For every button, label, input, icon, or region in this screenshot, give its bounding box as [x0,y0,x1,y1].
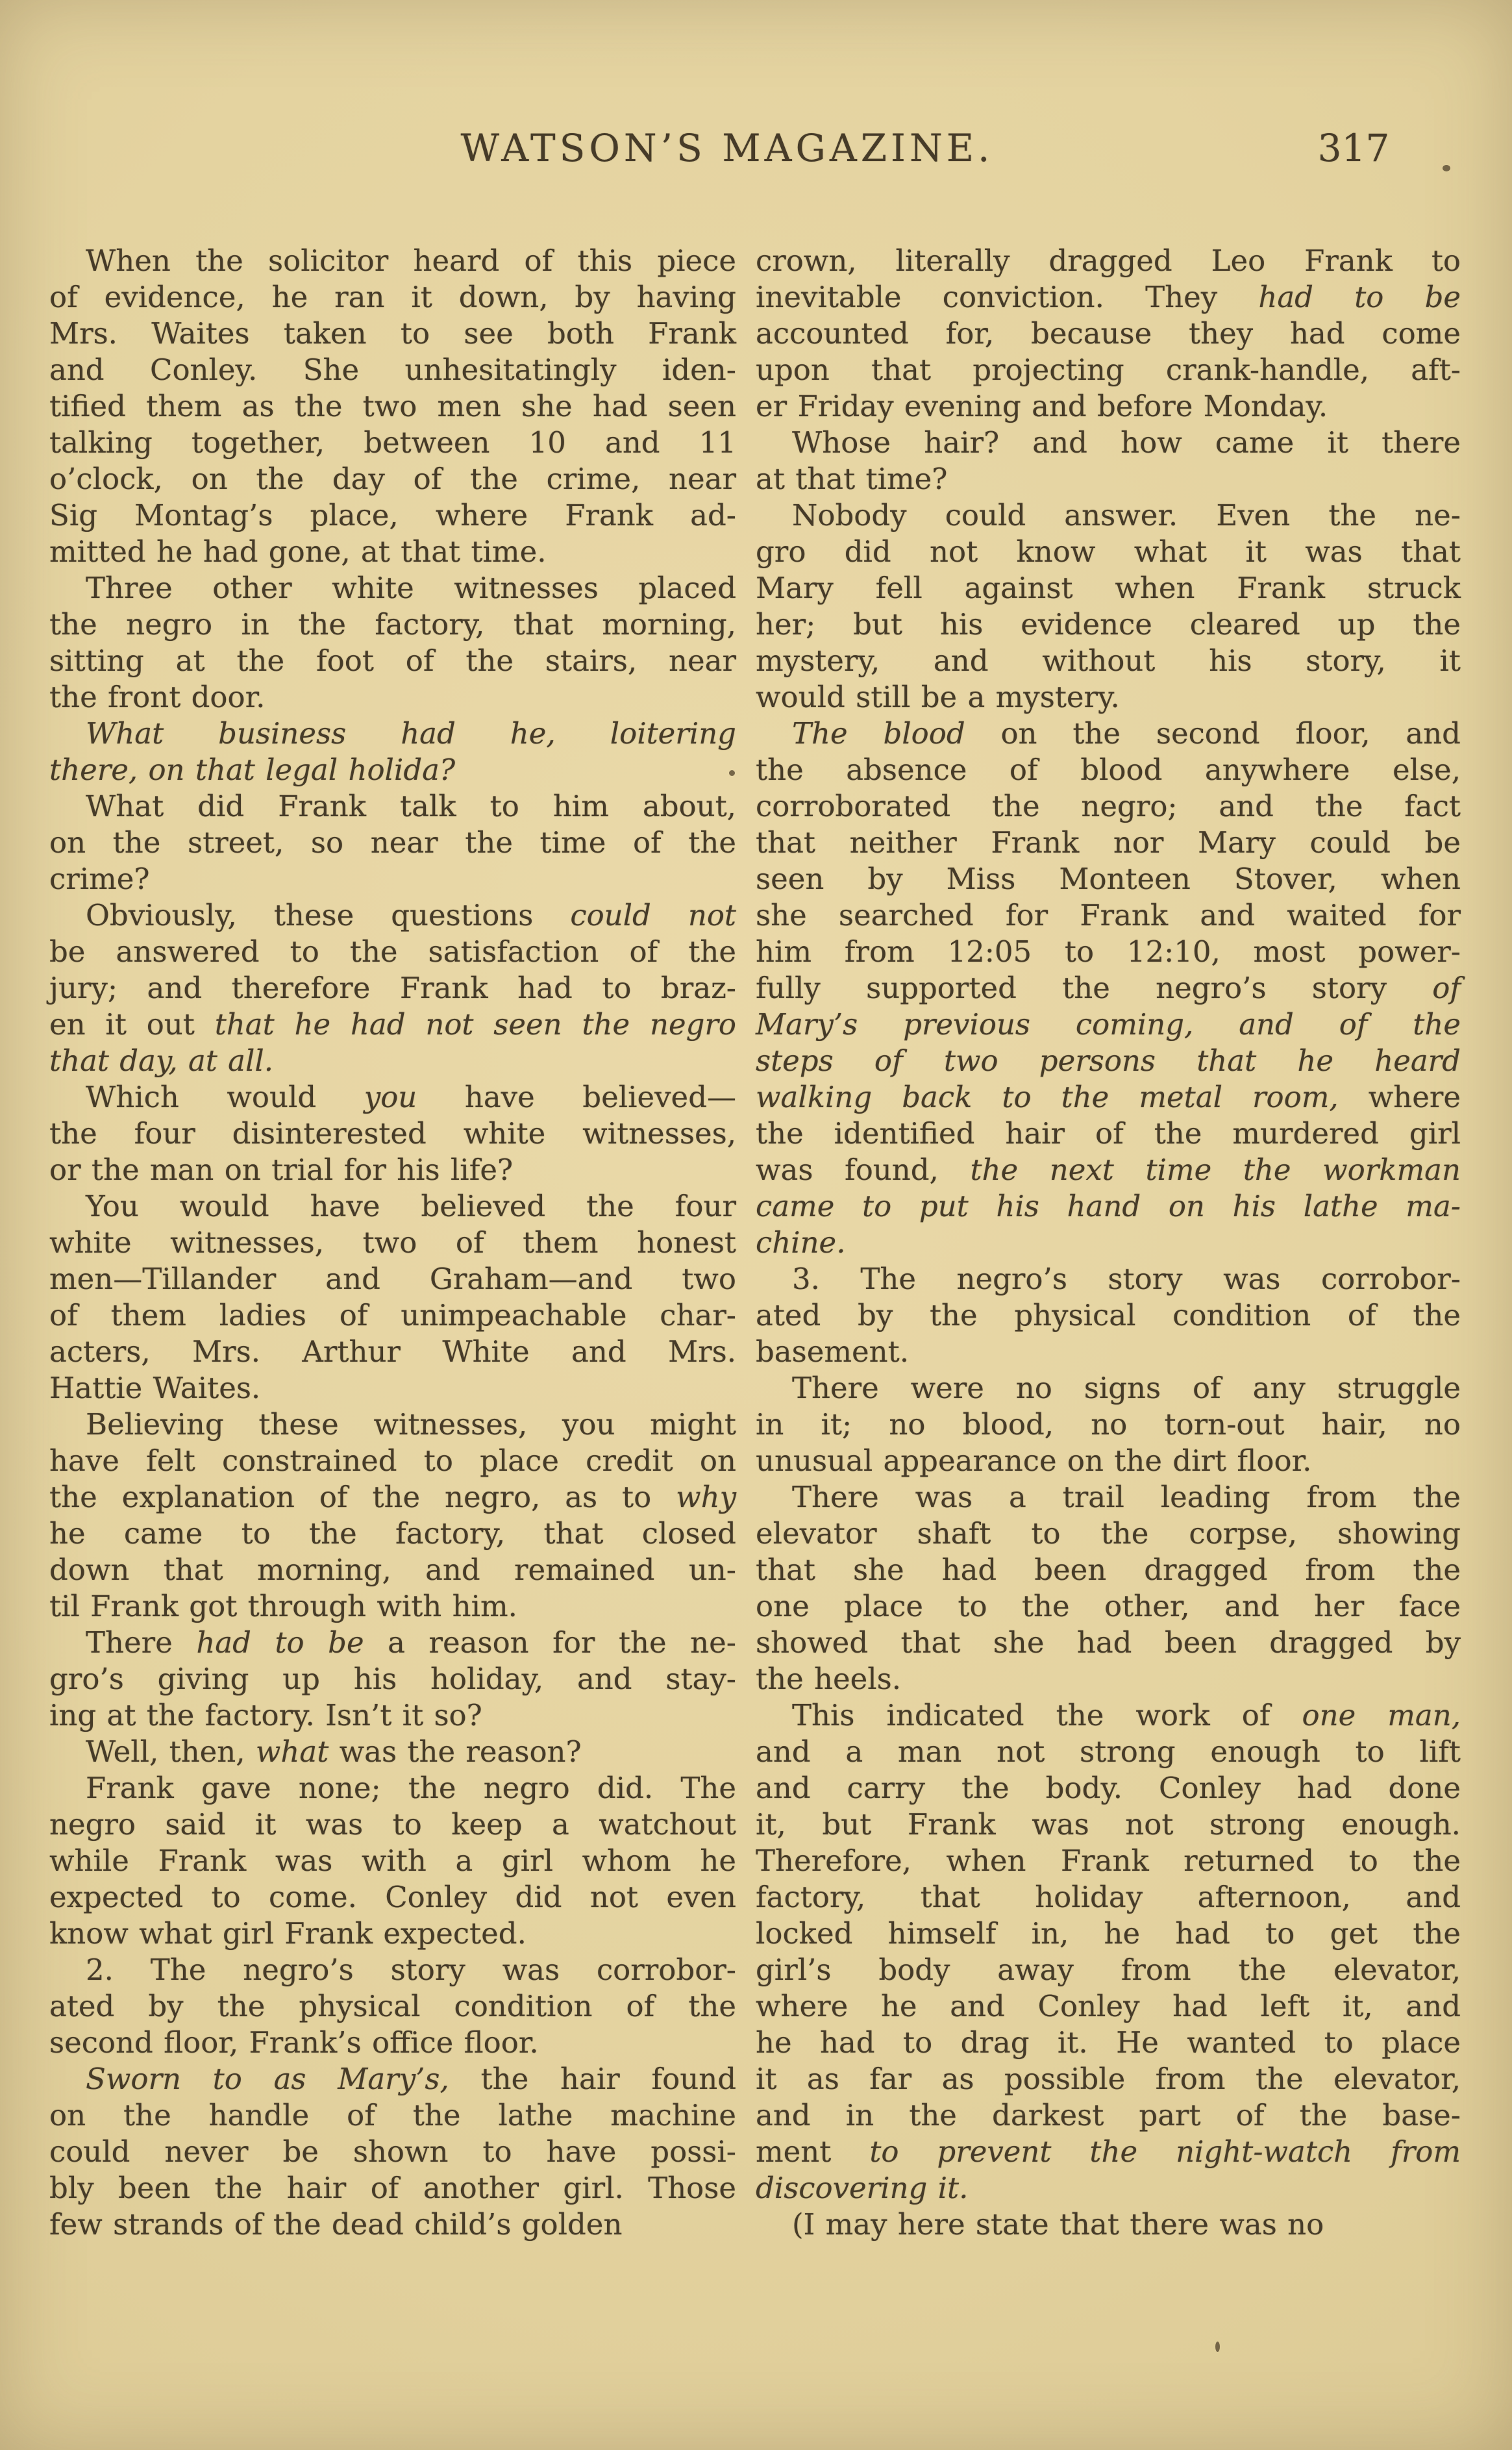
text-line: him from 12:05 to 12:10, most power- [756,934,1461,969]
text-line: er Friday evening and before Monday. [756,389,1328,423]
text-line: in it; no blood, no torn-out hair, no [756,1407,1461,1442]
text-line: The blood on the second floor, and [792,716,1461,751]
paragraph [49,243,736,570]
text-line: talking together, between 10 and 11 [49,425,736,460]
text-line: tified them as the two men she had seen [49,389,736,423]
text-line: on the handle of the lathe machine [49,2098,736,2132]
text-line: few strands of the dead child’s golden [49,2207,623,2242]
text-line: one place to the other, and her face [756,1589,1461,1623]
text-line: mystery, and without his story, it [756,644,1461,678]
paragraph [49,1406,736,1625]
text-line: men—Tillander and Graham—and two [49,1262,736,1296]
text-line: showed that she had been dragged by [756,1625,1461,1660]
text-line: there, on that legal holida? [49,753,456,787]
text-line: inevitable conviction. They had to be [756,280,1461,314]
text-line: Nobody could answer. Even the ne- [792,498,1461,532]
text-line: There had to be a reason for the ne- [86,1625,737,1660]
text-line: Well, then, what was the reason? [86,1734,582,1769]
paragraph [49,788,736,897]
text-line: fully supported the negro’s story of [756,971,1461,1005]
text-line: This indicated the work of one man, [792,1698,1461,1732]
text-line: Believing these witnesses, you might [86,1407,736,1442]
text-line: came to put his hand on his lathe ma- [756,1189,1461,1223]
text-line: and Conley. She unhesitatingly iden- [49,353,736,387]
text-line: Sworn to as Mary’s, the hair found [86,2062,737,2096]
text-line: and a man not strong enough to lift [756,1734,1461,1769]
text-line: or the man on trial for his life? [49,1153,514,1187]
paragraph [49,2061,736,2243]
text-line: the heels. [756,1662,902,1696]
text-line: the explanation of the negro, as to why [49,1480,736,1514]
text-line: unusual appearance on the dirt floor. [756,1444,1312,1478]
text-line: locked himself in, he had to get the [756,1916,1461,1951]
text-line: upon that projecting crank-handle, aft- [756,353,1461,387]
text-line: it, but Frank was not strong enough. [756,1807,1461,1842]
text-line: crown, literally dragged Leo Frank to [756,244,1461,278]
text-line: sitting at the foot of the stairs, near [49,644,736,678]
paragraph [49,897,736,1079]
text-line: of evidence, he ran it down, by having [49,280,736,314]
text-line: Hattie Waites. [49,1371,261,1405]
text-line: down that morning, and remained un- [49,1553,736,1587]
text-line: of them ladies of unimpeachable char- [49,1298,736,1332]
text-line: mitted he had gone, at that time. [49,534,547,569]
text-line: seen by Miss Monteen Stover, when [756,862,1461,896]
text-line: factory, that holiday afternoon, and [756,1880,1461,1914]
text-line: There was a trail leading from the [792,1480,1461,1514]
text-line: Obviously, these questions could not [86,898,736,932]
text-line: where he and Conley had left it, and [756,1989,1461,2023]
text-line: girl’s body away from the elevator, [756,1953,1461,1987]
text-line: accounted for, because they had come [756,316,1461,351]
text-line: be answered to the satisfaction of the [49,934,736,969]
text-line: the front door. [49,680,266,714]
text-line: o’clock, on the day of the crime, near [49,462,736,496]
text-line: and carry the body. Conley had done [756,1771,1461,1805]
magazine-title: WATSON’S MAGAZINE. [460,126,994,170]
text-line: steps of two persons that he heard [756,1044,1461,1078]
text-line: (I may here state that there was no [792,2207,1324,2242]
paragraph [49,1188,736,1406]
text-line: white witnesses, two of them honest [49,1225,736,1260]
text-line: elevator shaft to the corpse, showing [756,1516,1461,1551]
text-line: it as far as possible from the elevator, [756,2062,1461,2096]
right-column [756,243,1461,2243]
text-line: on the street, so near the time of the [49,825,736,860]
paragraph [49,1079,736,1188]
text-line: while Frank was with a girl whom he [49,1844,736,1878]
ink-speck [729,770,735,776]
left-column [49,243,736,2243]
text-line: basement. [756,1334,910,1369]
text-line: would still be a mystery. [756,680,1120,714]
text-line: What did Frank talk to him about, [86,789,736,823]
text-line: corroborated the negro; and the fact [756,789,1461,823]
text-line: the absence of blood anywhere else, [756,753,1461,787]
text-line: and in the darkest part of the base- [756,2098,1461,2132]
text-line: 2. The negro’s story was corrobor- [86,1953,736,1987]
text-line: have felt constrained to place credit on [49,1444,736,1478]
paragraph [49,716,736,788]
ink-speck [1215,2342,1220,2352]
text-line: was found, the next time the workman [756,1153,1461,1187]
text-line: could never be shown to have possi- [49,2134,736,2169]
text-line: the negro in the factory, that morning, [49,607,736,642]
paragraph [756,243,1461,425]
text-line: at that time? [756,462,948,496]
page-number: 317 [1317,126,1390,170]
paragraph [49,1770,736,1952]
paragraph [49,570,736,716]
text-line: bly been the hair of another girl. Those [49,2171,736,2205]
text-line: Mary’s previous coming, and of the [756,1007,1461,1042]
paragraph [756,1697,1461,2206]
text-line: acters, Mrs. Arthur White and Mrs. [49,1334,736,1369]
text-line: negro said it was to keep a watchout [49,1807,736,1842]
text-line: Mary fell against when Frank struck [756,571,1461,605]
text-line: Sig Montag’s place, where Frank ad- [49,498,736,532]
text-line: gro did not know what it was that [756,534,1461,569]
text-line: ated by the physical condition of the [49,1989,736,2023]
text-line: en it out that he had not seen the negro [49,1007,736,1042]
text-line: Therefore, when Frank returned to the [756,1844,1461,1878]
text-line: What business had he, loitering [86,716,736,751]
text-line: Three other white witnesses placed [86,571,736,605]
text-line: You would have believed the four [86,1189,736,1223]
text-line: ment to prevent the night-watch from [756,2134,1461,2169]
paragraph [756,1261,1461,1370]
text-line: her; but his evidence cleared up the [756,607,1461,642]
text-line: that day, at all. [49,1044,274,1078]
paragraph [756,1370,1461,1479]
text-line: Frank gave none; the negro did. The [86,1771,736,1805]
paragraph [49,1952,736,2061]
text-line: Whose hair? and how came it there [792,425,1461,460]
paragraph [49,1625,736,1734]
paragraph [756,425,1461,497]
text-line: walking back to the metal room, where [756,1080,1461,1114]
text-line: ated by the physical condition of the [756,1298,1461,1332]
text-line: Mrs. Waites taken to see both Frank [49,316,736,351]
text-line: chine. [756,1225,846,1260]
text-line: know what girl Frank expected. [49,1916,527,1951]
paragraph [756,716,1461,1261]
text-line: jury; and therefore Frank had to braz- [49,971,736,1005]
text-line: 3. The negro’s story was corrobor- [792,1262,1461,1296]
text-line: he came to the factory, that closed [49,1516,736,1551]
text-line: ing at the factory. Isn’t it so? [49,1698,482,1732]
paragraph [756,2206,1461,2243]
text-line: the four disinterested white witnesses, [49,1116,736,1151]
running-head [0,127,1512,173]
text-line: When the solicitor heard of this piece [86,244,736,278]
text-line: gro’s giving up his holiday, and stay- [49,1662,736,1696]
text-line: til Frank got through with him. [49,1589,517,1623]
ink-speck [1443,165,1450,171]
text-line: he had to drag it. He wanted to place [756,2025,1461,2060]
text-line: Which would you have believed— [86,1080,736,1114]
paragraph [49,1734,736,1770]
text-line: crime? [49,862,150,896]
text-line: that neither Frank nor Mary could be [756,825,1461,860]
text-line: There were no signs of any struggle [792,1371,1461,1405]
text-line: that she had been dragged from the [756,1553,1461,1587]
text-line: second floor, Frank’s office floor. [49,2025,539,2060]
paragraph [756,497,1461,716]
paragraph [756,1479,1461,1697]
text-line: the identified hair of the murdered girl [756,1116,1461,1151]
text-line: discovering it. [756,2171,969,2205]
text-line: expected to come. Conley did not even [49,1880,736,1914]
text-line: she searched for Frank and waited for [756,898,1461,932]
